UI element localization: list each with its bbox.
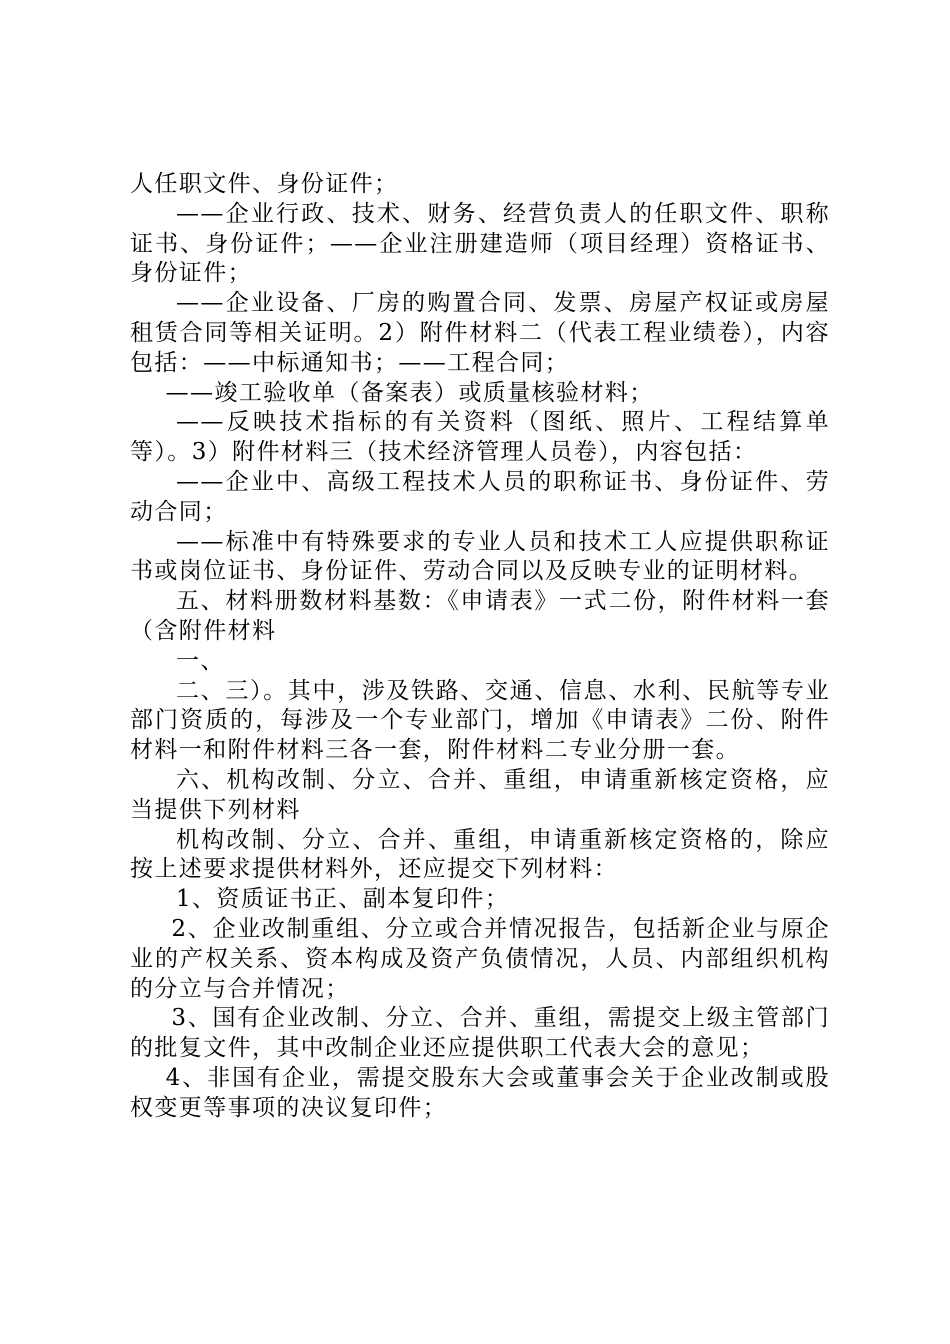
paragraph: 人任职文件、身份证件； — [130, 171, 399, 197]
list-item: 1、资质证书正、副本复印件； — [176, 886, 510, 913]
paragraph: ——企业行政、技术、财务、经营负责人的任职文件、职称证书、身份证件；——企业注册建造师（项目经理）资格证书、身份证件； — [130, 200, 830, 287]
section-heading-paragraph: 五、材料册数材料基数：《申请表》一式二份，附件材料一套（含附件材料 — [130, 588, 830, 644]
list-item: 4、非国有企业，需提交股东大会或董事会关于企业改制或股权变更等事项的决议复印件； — [130, 1064, 830, 1121]
section-heading-paragraph: 六、机构改制、分立、合并、重组，申请重新核定资格，应当提供下列材料 — [130, 766, 830, 823]
list-item: 3、国有企业改制、分立、合并、重组，需提交上级主管部门的批复文件，其中改制企业还应提供职工代表大会的意见； — [130, 1005, 830, 1062]
paragraph: ——企业设备、厂房的购置合同、发票、房屋产权证或房屋租赁合同等相关证明。2）附件材料二（代表工程业绩卷），内容包括：——中标通知书；——工程合同； — [130, 290, 830, 376]
paragraph: 机构改制、分立、合并、重组，申请重新核定资格的，除应按上述要求提供材料外，还应提交下列材料： — [130, 826, 830, 883]
list-item: 2、企业改制重组、分立或合并情况报告，包括新企业与原企业的产权关系、资本构成及资产负债情况，人员、内部组织机构的分立与合并情况； — [130, 915, 830, 1002]
paragraph: 二、三）。其中，涉及铁路、交通、信息、水利、民航等专业部门资质的，每涉及一个专业部门，增加《申请表》二份、附件材料一和附件材料三各一套，附件材料二专业分册一套。 — [130, 677, 830, 764]
document-body — [130, 170, 830, 1124]
paragraph: ——反映技术指标的有关资料（图纸、照片、工程结算单等）。3）附件材料三（技术经济管理人员卷），内容包括： — [130, 409, 830, 466]
paragraph: ——竣工验收单（备案表）或质量核验材料； — [165, 379, 654, 406]
paragraph: ——企业中、高级工程技术人员的职称证书、身份证件、劳动合同； — [130, 468, 830, 525]
paragraph: ——标准中有特殊要求的专业人员和技术工人应提供职称证书或岗位证书、身份证件、劳动合同以及反映专业的证明材料。 — [130, 528, 830, 585]
paragraph: 一、 — [176, 647, 225, 674]
